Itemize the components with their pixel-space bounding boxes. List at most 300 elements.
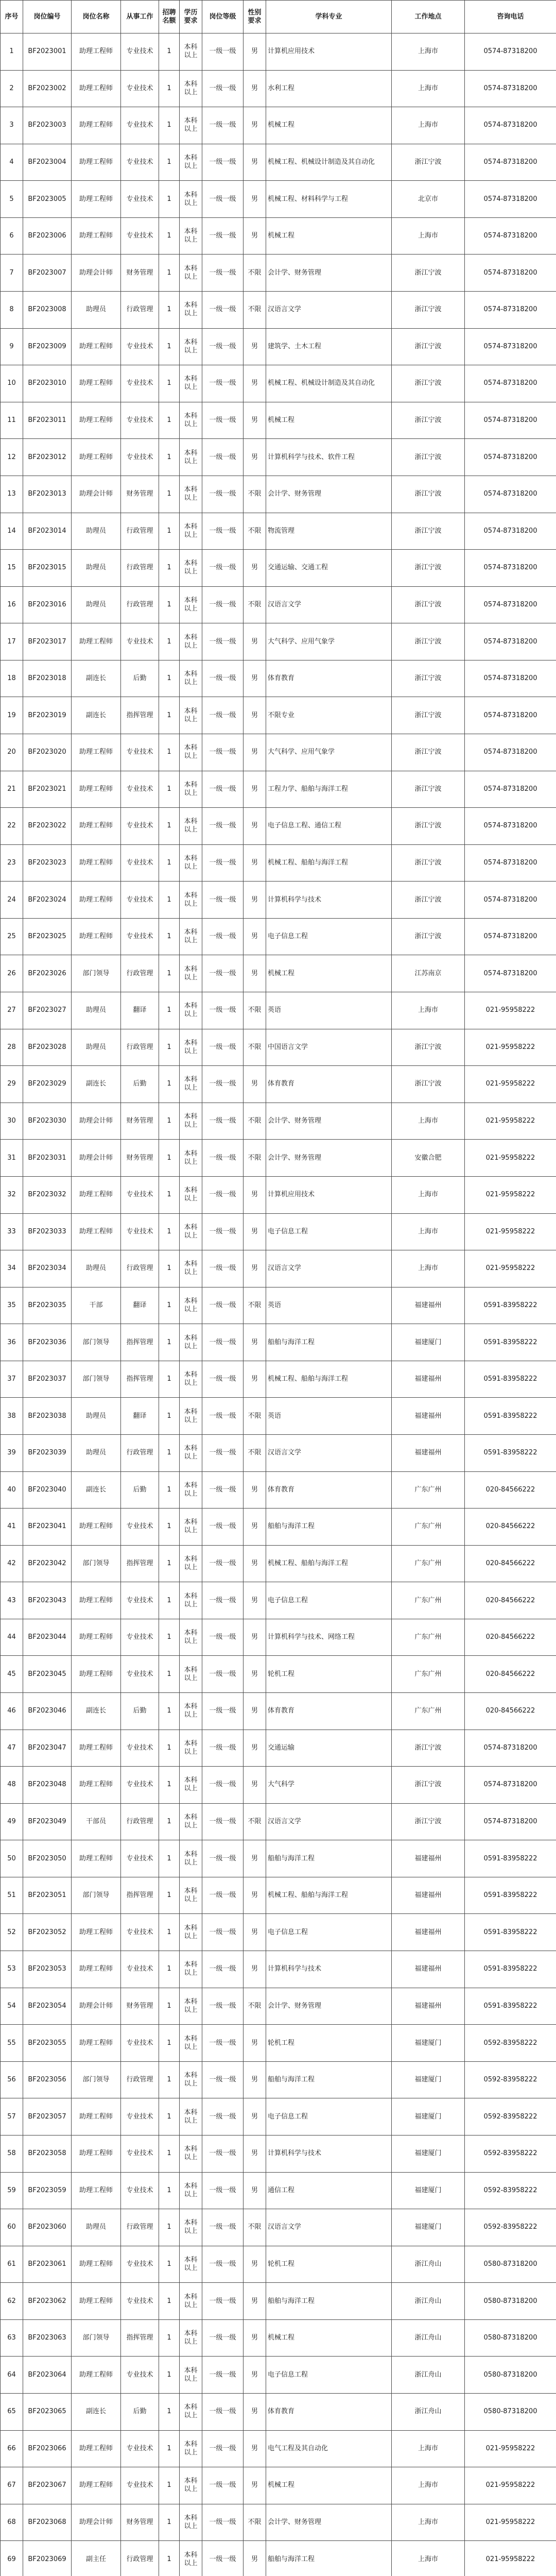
cell-quota: 1 [159,1914,180,1951]
cell-phone: 0574-87318200 [465,513,556,550]
cell-level: 一级一级 [202,181,244,218]
cell-work-type: 专业技术 [121,1914,159,1951]
cell-level: 一级一级 [202,2357,244,2394]
header-index: 序号 [1,1,23,33]
cell-quota: 1 [159,1730,180,1767]
cell-index: 10 [1,365,23,402]
cell-location: 上海市 [392,33,465,71]
cell-post-code: BF2023060 [23,2209,72,2246]
cell-education: 本科以上 [180,2135,202,2172]
cell-phone: 0574-87318200 [465,476,556,513]
cell-gender: 不限 [244,255,266,292]
cell-post-name: 干部员 [72,1803,121,1840]
cell-major: 机械工程、机械设计制造及其自动化 [266,144,392,181]
cell-location: 浙江舟山 [392,2319,465,2357]
cell-post-code: BF2023026 [23,955,72,992]
cell-level: 一级一级 [202,1176,244,1213]
cell-level: 一级一级 [202,697,244,734]
cell-quota: 1 [159,2172,180,2209]
header-phone: 咨询电话 [465,1,556,33]
cell-major: 汉语言文学 [266,1803,392,1840]
cell-index: 31 [1,1140,23,1177]
cell-quota: 1 [159,2541,180,2576]
cell-level: 一级一级 [202,2209,244,2246]
cell-work-type: 专业技术 [121,771,159,808]
cell-work-type: 行政管理 [121,2061,159,2098]
table-row [1,1767,556,1804]
cell-post-code: BF2023005 [23,181,72,218]
cell-major: 机械工程、机械设计制造及其自动化 [266,365,392,402]
cell-index: 64 [1,2357,23,2394]
cell-location: 福建厦门 [392,2135,465,2172]
cell-phone: 0574-87318200 [465,918,556,955]
cell-work-type: 翻译 [121,1287,159,1324]
table-row [1,1914,556,1951]
table-row [1,2246,556,2283]
cell-gender: 男 [244,2135,266,2172]
cell-phone: 020-84566222 [465,1582,556,1619]
table-row [1,586,556,623]
table-row [1,107,556,144]
cell-gender: 男 [244,217,266,255]
cell-phone: 0574-87318200 [465,144,556,181]
cell-gender: 男 [244,1767,266,1804]
cell-index: 40 [1,1471,23,1509]
cell-major: 汉语言文学 [266,2209,392,2246]
header-education: 学历要求 [180,1,202,33]
cell-post-name: 副连长 [72,1471,121,1509]
cell-major: 体育教育 [266,2394,392,2431]
cell-post-code: BF2023022 [23,808,72,845]
cell-work-type: 专业技术 [121,33,159,71]
cell-post-code: BF2023062 [23,2283,72,2320]
cell-index: 7 [1,255,23,292]
cell-phone: 020-84566222 [465,1471,556,1509]
cell-location: 广东广州 [392,1693,465,1730]
cell-index: 18 [1,660,23,697]
cell-post-name: 助理工程师 [72,2246,121,2283]
cell-post-code: BF2023010 [23,365,72,402]
cell-post-code: BF2023042 [23,1545,72,1582]
cell-phone: 0574-87318200 [465,107,556,144]
cell-post-code: BF2023009 [23,328,72,365]
cell-education: 本科以上 [180,623,202,660]
cell-index: 46 [1,1693,23,1730]
cell-work-type: 专业技术 [121,2098,159,2136]
cell-quota: 1 [159,1287,180,1324]
cell-work-type: 专业技术 [121,1951,159,1988]
cell-major: 机械工程、船舶与海洋工程 [266,1545,392,1582]
cell-work-type: 行政管理 [121,1029,159,1066]
header-location: 工作地点 [392,1,465,33]
cell-work-type: 专业技术 [121,2357,159,2394]
cell-quota: 1 [159,513,180,550]
cell-index: 12 [1,439,23,476]
cell-index: 8 [1,292,23,329]
cell-post-code: BF2023017 [23,623,72,660]
cell-location: 浙江宁波 [392,771,465,808]
cell-post-name: 助理工程师 [72,2098,121,2136]
cell-work-type: 指挥管理 [121,697,159,734]
cell-level: 一级一级 [202,1471,244,1509]
cell-index: 17 [1,623,23,660]
cell-post-name: 助理工程师 [72,1582,121,1619]
cell-phone: 0574-87318200 [465,70,556,107]
table-row [1,1066,556,1103]
table-row [1,328,556,365]
cell-index: 38 [1,1398,23,1435]
cell-work-type: 财务管理 [121,1140,159,1177]
cell-work-type: 专业技术 [121,402,159,439]
table-row [1,1803,556,1840]
cell-quota: 1 [159,217,180,255]
cell-education: 本科以上 [180,1250,202,1287]
cell-location: 浙江宁波 [392,144,465,181]
cell-gender: 不限 [244,1988,266,2025]
cell-gender: 不限 [244,1803,266,1840]
table-row [1,955,556,992]
table-row [1,402,556,439]
cell-location: 浙江宁波 [392,550,465,587]
cell-post-code: BF2023025 [23,918,72,955]
cell-location: 浙江宁波 [392,328,465,365]
cell-post-code: BF2023023 [23,844,72,882]
cell-level: 一级一级 [202,1287,244,1324]
cell-level: 一级一级 [202,734,244,771]
cell-index: 47 [1,1730,23,1767]
cell-major: 计算机科学与技术、网络工程 [266,1619,392,1656]
cell-work-type: 专业技术 [121,1730,159,1767]
cell-post-name: 部门领导 [72,955,121,992]
cell-gender: 男 [244,771,266,808]
cell-location: 浙江宁波 [392,513,465,550]
cell-post-code: BF2023047 [23,1730,72,1767]
cell-index: 69 [1,2541,23,2576]
cell-education: 本科以上 [180,1767,202,1804]
cell-level: 一级一级 [202,144,244,181]
cell-level: 一级一级 [202,2172,244,2209]
cell-gender: 男 [244,2394,266,2431]
cell-level: 一级一级 [202,33,244,71]
cell-education: 本科以上 [180,2025,202,2062]
cell-post-name: 助理工程师 [72,623,121,660]
header-major: 学科专业 [266,1,392,33]
cell-level: 一级一级 [202,1730,244,1767]
cell-phone: 0574-87318200 [465,882,556,919]
cell-education: 本科以上 [180,1730,202,1767]
cell-location: 浙江宁波 [392,697,465,734]
cell-major: 电子信息工程 [266,1213,392,1250]
cell-major: 船舶与海洋工程 [266,1509,392,1546]
cell-post-code: BF2023016 [23,586,72,623]
cell-level: 一级一级 [202,255,244,292]
table-row [1,2283,556,2320]
cell-major: 中国语言文学 [266,1029,392,1066]
table-row [1,734,556,771]
cell-location: 福建福州 [392,1361,465,1398]
cell-post-code: BF2023027 [23,992,72,1029]
cell-quota: 1 [159,33,180,71]
table-row [1,1582,556,1619]
cell-level: 一级一级 [202,402,244,439]
cell-gender: 男 [244,1656,266,1693]
table-row [1,1656,556,1693]
cell-major: 轮机工程 [266,2025,392,2062]
cell-gender: 男 [244,1951,266,1988]
cell-level: 一级一级 [202,918,244,955]
cell-phone: 021-95958222 [465,1103,556,1140]
cell-education: 本科以上 [180,2283,202,2320]
cell-gender: 男 [244,1213,266,1250]
cell-level: 一级一级 [202,1213,244,1250]
cell-index: 51 [1,1877,23,1914]
cell-quota: 1 [159,402,180,439]
table-row [1,2357,556,2394]
cell-work-type: 专业技术 [121,2025,159,2062]
table-row [1,2430,556,2467]
cell-work-type: 专业技术 [121,2135,159,2172]
cell-work-type: 专业技术 [121,918,159,955]
cell-quota: 1 [159,2061,180,2098]
cell-post-name: 部门领导 [72,1877,121,1914]
cell-post-name: 助理工程师 [72,328,121,365]
cell-post-name: 助理会计师 [72,1103,121,1140]
cell-work-type: 翻译 [121,992,159,1029]
header-gender: 性别要求 [244,1,266,33]
cell-post-name: 助理员 [72,1398,121,1435]
cell-gender: 男 [244,2025,266,2062]
cell-location: 福建福州 [392,1840,465,1877]
cell-post-name: 助理工程师 [72,808,121,845]
cell-education: 本科以上 [180,992,202,1029]
cell-level: 一级一级 [202,1914,244,1951]
cell-phone: 0574-87318200 [465,844,556,882]
cell-location: 福建厦门 [392,1324,465,1361]
cell-level: 一级一级 [202,955,244,992]
cell-post-name: 助理工程师 [72,2172,121,2209]
cell-phone: 0574-87318200 [465,255,556,292]
cell-major: 电子信息工程 [266,918,392,955]
cell-gender: 男 [244,1066,266,1103]
cell-index: 21 [1,771,23,808]
cell-level: 一级一级 [202,550,244,587]
cell-post-code: BF2023020 [23,734,72,771]
cell-post-code: BF2023002 [23,70,72,107]
cell-work-type: 专业技术 [121,882,159,919]
cell-index: 58 [1,2135,23,2172]
cell-gender: 不限 [244,992,266,1029]
cell-gender: 男 [244,2172,266,2209]
cell-quota: 1 [159,2504,180,2541]
cell-index: 39 [1,1434,23,1471]
table-row [1,844,556,882]
cell-work-type: 行政管理 [121,550,159,587]
cell-location: 广东广州 [392,1509,465,1546]
cell-education: 本科以上 [180,2541,202,2576]
cell-work-type: 后勤 [121,1066,159,1103]
cell-location: 浙江宁波 [392,586,465,623]
cell-education: 本科以上 [180,1803,202,1840]
cell-phone: 0580-87318200 [465,2246,556,2283]
cell-phone: 0592-83958222 [465,2135,556,2172]
cell-level: 一级一级 [202,771,244,808]
table-row [1,1951,556,1988]
cell-index: 68 [1,2504,23,2541]
cell-phone: 0574-87318200 [465,660,556,697]
cell-index: 43 [1,1582,23,1619]
cell-major: 不限专业 [266,697,392,734]
cell-phone: 0591-83958222 [465,1287,556,1324]
cell-education: 本科以上 [180,2504,202,2541]
cell-major: 体育教育 [266,1471,392,1509]
cell-major: 轮机工程 [266,2246,392,2283]
cell-post-code: BF2023069 [23,2541,72,2576]
cell-education: 本科以上 [180,402,202,439]
cell-index: 66 [1,2430,23,2467]
cell-education: 本科以上 [180,1213,202,1250]
cell-phone: 0592-83958222 [465,2172,556,2209]
cell-major: 机械工程、船舶与海洋工程 [266,1877,392,1914]
cell-quota: 1 [159,255,180,292]
cell-level: 一级一级 [202,1398,244,1435]
cell-post-code: BF2023037 [23,1361,72,1398]
cell-gender: 不限 [244,1287,266,1324]
cell-gender: 男 [244,808,266,845]
cell-quota: 1 [159,1619,180,1656]
cell-index: 24 [1,882,23,919]
cell-education: 本科以上 [180,1545,202,1582]
cell-major: 船舶与海洋工程 [266,2061,392,2098]
cell-level: 一级一级 [202,1509,244,1546]
cell-work-type: 专业技术 [121,439,159,476]
cell-work-type: 行政管理 [121,1434,159,1471]
cell-quota: 1 [159,2319,180,2357]
table-row [1,1434,556,1471]
cell-level: 一级一级 [202,2319,244,2357]
cell-phone: 021-95958222 [465,1029,556,1066]
cell-index: 23 [1,844,23,882]
cell-location: 上海市 [392,1103,465,1140]
cell-phone: 0574-87318200 [465,217,556,255]
cell-education: 本科以上 [180,1840,202,1877]
cell-location: 浙江宁波 [392,623,465,660]
table-row [1,70,556,107]
cell-major: 计算机应用技术 [266,33,392,71]
cell-post-code: BF2023055 [23,2025,72,2062]
cell-location: 上海市 [392,1176,465,1213]
cell-work-type: 行政管理 [121,586,159,623]
cell-post-code: BF2023066 [23,2430,72,2467]
cell-level: 一级一级 [202,1029,244,1066]
table-row [1,697,556,734]
cell-work-type: 后勤 [121,1693,159,1730]
cell-phone: 020-84566222 [465,1509,556,1546]
cell-index: 29 [1,1066,23,1103]
cell-education: 本科以上 [180,1066,202,1103]
cell-index: 14 [1,513,23,550]
cell-post-name: 助理员 [72,550,121,587]
cell-post-code: BF2023012 [23,439,72,476]
cell-quota: 1 [159,1951,180,1988]
cell-work-type: 行政管理 [121,955,159,992]
cell-post-name: 副连长 [72,1066,121,1103]
cell-major: 水利工程 [266,70,392,107]
cell-index: 55 [1,2025,23,2062]
cell-education: 本科以上 [180,292,202,329]
cell-major: 机械工程 [266,107,392,144]
cell-gender: 男 [244,2061,266,2098]
cell-gender: 不限 [244,513,266,550]
cell-post-code: BF2023048 [23,1767,72,1804]
table-row [1,2319,556,2357]
cell-phone: 0574-87318200 [465,1767,556,1804]
cell-location: 浙江宁波 [392,734,465,771]
cell-work-type: 后勤 [121,1471,159,1509]
table-row [1,1840,556,1877]
table-row [1,2467,556,2504]
cell-gender: 男 [244,1545,266,1582]
cell-major: 船舶与海洋工程 [266,1840,392,1877]
table-row [1,255,556,292]
cell-post-code: BF2023053 [23,1951,72,1988]
cell-education: 本科以上 [180,1656,202,1693]
cell-post-name: 助理工程师 [72,181,121,218]
table-row [1,1176,556,1213]
cell-post-code: BF2023032 [23,1176,72,1213]
cell-work-type: 指挥管理 [121,2319,159,2357]
cell-post-code: BF2023051 [23,1877,72,1914]
cell-major: 工程力学、船舶与海洋工程 [266,771,392,808]
cell-major: 机械工程 [266,402,392,439]
cell-gender: 不限 [244,1140,266,1177]
cell-level: 一级一级 [202,328,244,365]
cell-post-name: 助理工程师 [72,439,121,476]
cell-index: 52 [1,1914,23,1951]
cell-work-type: 指挥管理 [121,1877,159,1914]
cell-quota: 1 [159,181,180,218]
cell-major: 物流管理 [266,513,392,550]
cell-location: 上海市 [392,107,465,144]
cell-level: 一级一级 [202,1582,244,1619]
cell-education: 本科以上 [180,1140,202,1177]
cell-post-name: 助理工程师 [72,1914,121,1951]
cell-quota: 1 [159,734,180,771]
cell-work-type: 指挥管理 [121,1545,159,1582]
cell-location: 福建厦门 [392,2025,465,2062]
cell-level: 一级一级 [202,1250,244,1287]
cell-phone: 021-95958222 [465,2467,556,2504]
cell-major: 船舶与海洋工程 [266,1324,392,1361]
cell-quota: 1 [159,1324,180,1361]
cell-work-type: 财务管理 [121,1103,159,1140]
cell-level: 一级一级 [202,2283,244,2320]
cell-education: 本科以上 [180,439,202,476]
cell-location: 福建厦门 [392,2172,465,2209]
cell-post-name: 助理员 [72,2209,121,2246]
cell-major: 船舶与海洋工程 [266,2283,392,2320]
cell-location: 浙江舟山 [392,2357,465,2394]
cell-index: 25 [1,918,23,955]
cell-major: 体育教育 [266,660,392,697]
table-row [1,1619,556,1656]
cell-education: 本科以上 [180,33,202,71]
table-row [1,439,556,476]
cell-post-name: 助理工程师 [72,2430,121,2467]
cell-education: 本科以上 [180,2467,202,2504]
cell-location: 广东广州 [392,1545,465,1582]
cell-location: 上海市 [392,2541,465,2576]
cell-phone: 0591-83958222 [465,1361,556,1398]
